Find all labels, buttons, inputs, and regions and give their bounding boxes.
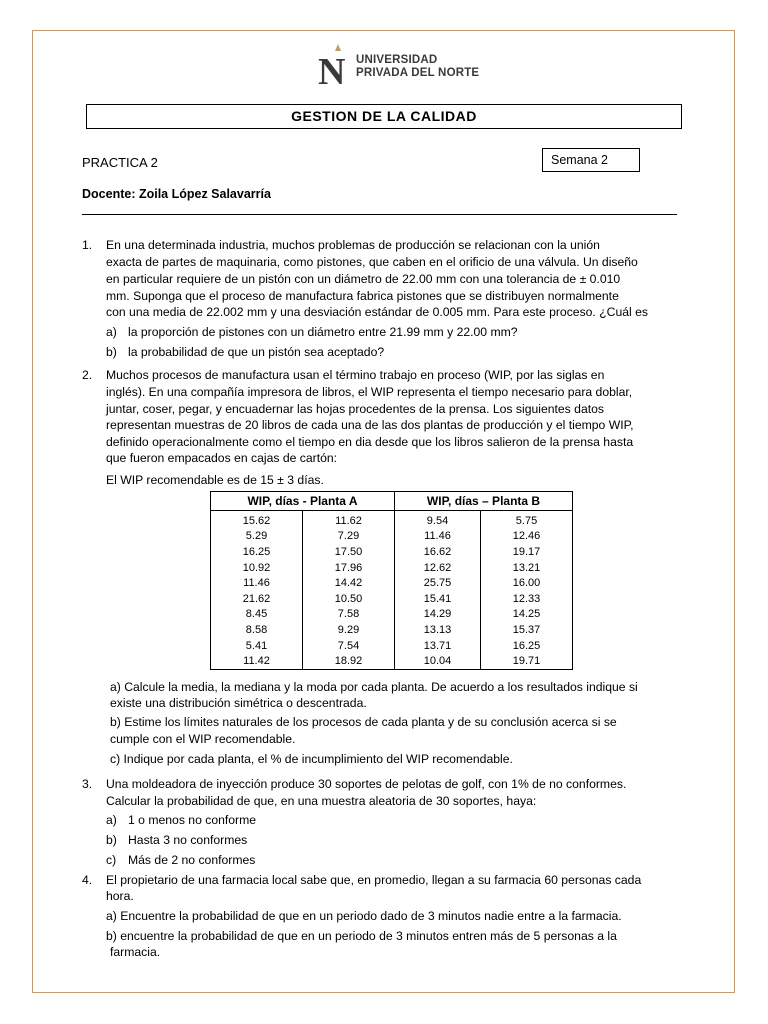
university-name-line2: PRIVADA DEL NORTE [356, 67, 480, 79]
q2-a-line2: existe una distribución simétrica o descentrada. [110, 696, 367, 710]
svg-text:N: N [318, 51, 346, 88]
q4-line1: El propietario de una farmacia local sabe que, en promedio, llegan a su farmacia 60 personas cada [106, 873, 642, 887]
header-divider [82, 214, 677, 215]
table-cell: 12.62 [395, 560, 481, 576]
q3-line1: Una moldeadora de inyección produce 30 soportes de pelotas de golf, con 1% de no conformes. [106, 777, 627, 791]
table-cell: 13.13 [395, 622, 481, 638]
q2-b-line1: b) Estime los límites naturales de los procesos de cada planta y de su conclusión acerca si se [110, 715, 617, 729]
q2-line: juntar, coser, pegar, y encuadernar las hojas procedentes de la prensa. Los siguientes datos [106, 402, 604, 416]
table-row [211, 529, 573, 545]
table-row [211, 575, 573, 591]
table-cell: 11.62 [303, 511, 395, 529]
table-row [211, 511, 573, 529]
q1-line: En una determinada industria, muchos problemas de producción se relacionan con la unión [106, 238, 600, 252]
q1-b-label: b) [106, 345, 117, 359]
table-cell: 11.46 [211, 575, 303, 591]
docente-label: Docente: Zoila López Salavarría [82, 187, 271, 201]
q2-line: que fueron empacados en cajas de cartón: [106, 451, 338, 465]
university-name-line1: UNIVERSIDAD [356, 54, 438, 66]
table-row [211, 591, 573, 607]
q3-number: 3. [82, 777, 93, 791]
q1-a-label: a) [106, 325, 117, 339]
table-cell: 15.37 [481, 622, 573, 638]
table-row [211, 607, 573, 623]
table-cell: 10.04 [395, 653, 481, 669]
q3-b-text: Hasta 3 no conformes [128, 833, 248, 847]
table-cell: 16.00 [481, 575, 573, 591]
table-cell: 5.29 [211, 529, 303, 545]
q2-number: 2. [82, 368, 93, 382]
table-cell: 14.25 [481, 607, 573, 623]
table-cell: 7.58 [303, 607, 395, 623]
table-cell: 17.96 [303, 560, 395, 576]
table-cell: 11.42 [211, 653, 303, 669]
table-cell: 8.58 [211, 622, 303, 638]
table-cell: 8.45 [211, 607, 303, 623]
q1-line: con una media de 22.002 mm y una desviación estándar de 0.005 mm. Para este proceso. ¿Cuál es [106, 305, 648, 319]
table-cell: 9.54 [395, 511, 481, 529]
table-cell: 14.29 [395, 607, 481, 623]
q4-b-line1: b) encuentre la probabilidad de que en un periodo de 3 minutos entren más de 5 personas a la [106, 929, 617, 943]
q1-line: mm. Suponga que el proceso de manufactura fabrica pistones que se distribuyen normalmente [106, 289, 619, 303]
q3-line2: Calcular la probabilidad de que, en una muestra aleatoria de 30 soportes, haya: [106, 794, 537, 808]
table-cell: 19.71 [481, 653, 573, 669]
table-cell: 10.92 [211, 560, 303, 576]
semana-box: Semana 2 [542, 148, 640, 172]
q1-b-text: la probabilidad de que un pistón sea aceptado? [128, 345, 385, 359]
table-cell: 17.50 [303, 544, 395, 560]
table-cell: 11.46 [395, 529, 481, 545]
table-cell: 7.54 [303, 638, 395, 654]
table-row [211, 653, 573, 669]
q3-b-label: b) [106, 833, 117, 847]
q3-a-label: a) [106, 813, 117, 827]
q4-a-line1: a) Encuentre la probabilidad de que en un periodo dado de 3 minutos nadie entre a la farmacia. [106, 909, 622, 923]
table-cell: 5.41 [211, 638, 303, 654]
table-cell: 9.29 [303, 622, 395, 638]
table-row [211, 638, 573, 654]
table-cell: 21.62 [211, 591, 303, 607]
table-cell: 19.17 [481, 544, 573, 560]
table-cell: 5.75 [481, 511, 573, 529]
q1-a-text: la proporción de pistones con un diámetro entre 21.99 mm y 22.00 mm? [128, 325, 518, 339]
table-cell: 18.92 [303, 653, 395, 669]
q1-line: en particular requiere de un pistón con un diámetro de 22.00 mm con una tolerancia de ± 0.010 [106, 272, 621, 286]
table-row [211, 622, 573, 638]
table-cell: 13.21 [481, 560, 573, 576]
document-title: GESTION DE LA CALIDAD [86, 104, 682, 129]
q2-a-line1: a) Calcule la media, la mediana y la moda por cada planta. De acuerdo a los resultados indique si [110, 680, 638, 694]
q3-a-text: 1 o menos no conforme [128, 813, 257, 827]
practica-label: PRACTICA 2 [82, 155, 158, 170]
q2-b-line2: cumple con el WIP recomendable. [110, 732, 296, 746]
q4-number: 4. [82, 873, 93, 887]
q2-line: representan muestras de 20 libros de cada una de las dos plantas de producción y el tiempo WIP, [106, 418, 634, 432]
wip-table [210, 491, 573, 670]
q2-recommended: El WIP recomendable es de 15 ± 3 días. [106, 473, 324, 487]
table-cell: 7.29 [303, 529, 395, 545]
wip-header-planta-a: WIP, días - Planta A [211, 492, 395, 511]
table-cell: 16.62 [395, 544, 481, 560]
q1-line: exacta de partes de maquinaria, como pistones, que caben en el orificio de una válvula. Un diseño [106, 255, 638, 269]
q3-c-label: c) [106, 853, 117, 867]
q2-line: definido operacionalmente como el tiempo en dia desde que los libros salieron de la prensa hasta [106, 435, 634, 449]
table-cell: 25.75 [395, 575, 481, 591]
table-cell: 12.33 [481, 591, 573, 607]
q4-b-line2: farmacia. [110, 945, 161, 959]
wip-header-planta-b: WIP, días – Planta B [395, 492, 573, 511]
upn-logo-icon [316, 42, 352, 88]
table-cell: 12.46 [481, 529, 573, 545]
table-cell: 10.50 [303, 591, 395, 607]
q1-number: 1. [82, 238, 93, 252]
q4-line2: hora. [106, 889, 134, 903]
table-cell: 15.62 [211, 511, 303, 529]
q2-c-line1: c) Indique por cada planta, el % de incumplimiento del WIP recomendable. [110, 752, 513, 766]
table-row [211, 560, 573, 576]
q3-c-text: Más de 2 no conformes [128, 853, 256, 867]
table-cell: 13.71 [395, 638, 481, 654]
q2-line: inglés). En una compañía impresora de libros, el WIP representa el tiempo necesario para doblar, [106, 385, 633, 399]
table-cell: 16.25 [481, 638, 573, 654]
table-cell: 15.41 [395, 591, 481, 607]
q2-line: Muchos procesos de manufactura usan el término trabajo en proceso (WIP, por las siglas en [106, 368, 605, 382]
table-cell: 16.25 [211, 544, 303, 560]
table-cell: 14.42 [303, 575, 395, 591]
table-row [211, 544, 573, 560]
university-logo [316, 42, 480, 88]
